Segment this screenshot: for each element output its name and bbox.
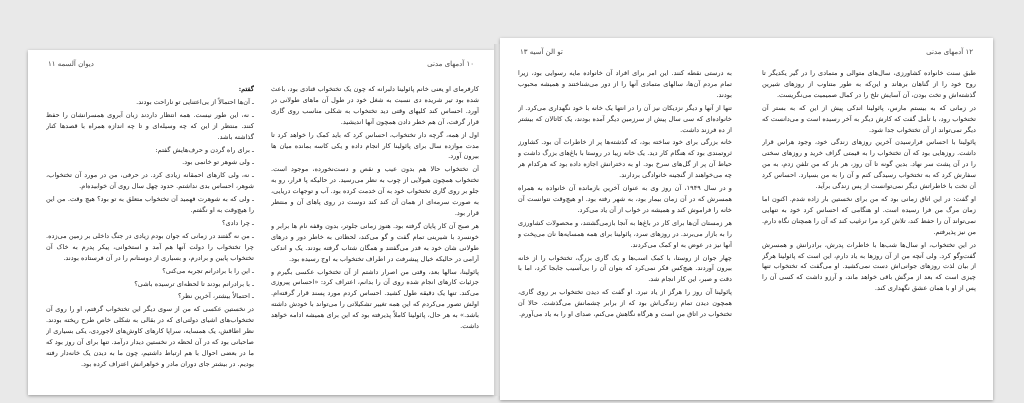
running-head-left: تو الن آسیه ۱۳ [520, 48, 563, 56]
paragraph: پائولینا با احساس فرارسیدن آخرین روزهای زندگی خود، وجود هراس قرار داشت. روزهایی بود که آن تختخواب را به قیمتی گزاف خرید و روزهای سختی را در آن پشت سر نهاد. بدین گونه تا آن روز، هر بار که من تلفن زدم، به من سفارش کرد که به تختخواب رسیدگی کنم و آن را به من بسپارد. احساس کرد آن تخت با خاطراتش دیگر نمی‌توانست از پس زندگی برآید. [762, 138, 976, 191]
paragraph: ـ احتمالاً بیشتر، آخرین نظر؟ [177, 292, 254, 301]
text-column-left [518, 68, 732, 386]
paragraph: در این تختخواب، او سال‌ها شب‌ها با خاطرات پدرش، برادرانش و همسرش گفت‌وگو کرد. ولی آنچه من از آن روزها به یاد دارم، این است که پائولینا هرگز از بیان لذت روزهای جوانی‌اش دست نمی‌کشید. او می‌گفت که تختخواب تنها چیزی است که بعد از مرگش باقی خواهد ماند، و آرزو داشت که کسی آن را پس از او با همان عشق نگهداری کند. [762, 240, 976, 293]
right-page [500, 38, 993, 400]
paragraph: آن تختخواب حالا هم بدون عیب و نقص و دست‌نخورده، موجود است. تختخواب همچون هیولایی از چوب به نظر می‌رسید. در حالیکه پا فرار، رو به جلو بر روی گاری تختخواب خود به آن خدمت کرده بود. آب و توجهات دریایی، به صورت سرمه‌ای از همان آن کند کند دوست در روی پاهای آن و منتظر قرار بود. [271, 165, 479, 217]
paragraph: ـ برای راه گردن و حرف‌هایش گفتم: [155, 145, 254, 154]
left-page [28, 50, 494, 395]
paragraph: چهار جوان از روستا، با کمک اسب‌ها و یک گاری بزرگ، تختخواب را از خانه بیرون آوردند. هیچ‌کس فکر نمی‌کرد که بتوان آن را بی‌آسیب جابجا کرد، اما با دقت و صبر، این کار انجام شد. [518, 253, 732, 284]
paragraph: ـ با برادرانم بودند تا لحظه‌ای ترسیده باشی؟ [134, 279, 254, 288]
paragraph: ـ من نه گفتند در زمانی که جوان بودم زیادی در جنگ داخلی بر زمین می‌زده. چرا تختخواب را دولت آنها هم آمد و استخوانی، پیکر پدرم به خاک آن تختخواب پایین و برادرم، و بسیاری از دوستانم را در آن فرستاده بودند. [46, 231, 254, 262]
paragraph: ـ نه، این طور نیست. همه انتظار داردند زبان آبروی همسرانشان را حفظ کنند. منتظر از این که چه وسیله‌ای و تا چه اندازه همراه با قصدها کنار گذاشته باشد. [46, 110, 254, 141]
paragraph: طبق سنت خانواده کشاورزی، سال‌های متوالی و متمادی را در گیر یکدیگر تا روح خود را از گناهان برهاند و این‌که به طور متناوب از روزهای شیرین گذشته‌اش و تخت بودن، آن آسایش تلخ را در کمال صمیمیت می‌نگریست. [762, 69, 976, 99]
paragraph: ـ این را با برادرانم تجربه می‌کنی؟ [162, 266, 254, 275]
paragraph: گفتم: [238, 85, 254, 93]
paragraph: در زمانی که به بیستم مارس، پائولینا اندکی پیش از این که به بستر آن تختخواب رود، با تأمل گفت که کارش دیگر به آخر رسیده است و می‌دانست که دیگر نمی‌تواند از آن تختخواب جدا شود. [762, 103, 976, 134]
paragraph: هر صبح آن کار پایان گرفته بود. هنوز زمانی جلوتر، بدون وقفه نام ها برابر و خونسرد با شیرینی تمام گفت و گو می‌کند، لحظاتی به خاطر دور و درهای طولانی شان خود به قدر می‌گفتند و همگان شتاب گرفته بودند. یک و اندکی آرامی در حالیکه خیال پیشرفت در اطراف تختخواب به اوج رسیده بود. [271, 221, 479, 263]
paragraph: پائولینا آن روز را هرگز از یاد نبرد. او گفت که دیدن تختخواب بر روی گاری، همچون دیدن تمام زندگی‌اش بود که از برابر چشمانش می‌گذشت. حالا آن تختخواب در اتاق من است و هرگاه نگاهش می‌کنم، صدای او را به یاد می‌آورم. [518, 288, 732, 319]
running-head-left: دیوان آلسمه ۱۱ [48, 60, 94, 68]
paragraph: ـ ولی که به شوهرت فهمید آن تختخواب متعلق به تو بود؟ هیچ وقت. من این را هیچ‌وقت به او نگفتم. [46, 195, 254, 215]
paragraph: و در سال ۱۹۴۹، آن روز وی به عنوان آخرین بازمانده آن خانواده به همراه همسرش که در آن زمان بیمار بود، به شهر رفته بود. او هیچ‌وقت نتوانست آن خانه را فراموش کند و همیشه در خواب از آن یاد می‌کرد. [518, 184, 732, 214]
paragraph: در نخستین عکسی که من از سوی دیگر این تختخواب گرفتم، او را روی آن تختخواب‌های اشیای دولتی‌ای که در بقالی به شکلی خاص طرح ریخته بودند. نظر اطاقش، یک همسایه، سراپا کار‌های کاوش‌های لاجوردی، یکی بسیاری از صاحبانی بود که در آن لحظه در نخستین دیدار درآمد. تنها برای آن روز بود که ما در بعضی احوال با هم ارتباط داشتیم، چون ما به دیدن یک خانه‌دار رفته بودیم. در بیشتر جای دوران مادر و خواهرانش اعتراف کرده بود. [46, 305, 254, 368]
text-column-left [46, 84, 254, 380]
paragraph: پائولینا، سالها بعد، وقتی من اصرار داشتم از آن تختخواب عکسی بگیرم و جزئیات کارهای انجام شده روی آن را بدانم، اعتراف کرد: «احساس پیروزی می‌کند. تنها یک دقیقه طول کشید. احساس کردم مورد پسند قرار گرفته‌ام. اولش تصور می‌کردم که این همه تغییر تشکیلاتی را می‌تواند با خودش داشته باشد.» به هر حال، پائولینا کاملاً پذیرفته بود که این برای همیشه ادامه خواهد داشت. [271, 267, 479, 331]
running-head-right: ۱۲ آدمهای مدنی [926, 48, 973, 56]
paragraph: ـ نه، ولی کارهای احمقانه زیادی کرد. در حرفی، من در مورد آن تختخواب، شوهر، احساس بدی نداشتم. حدود چهل سال روی آن خوابیده‌ام. [46, 171, 254, 191]
paragraph: تنها از آنها و دیگر نزدیکان نیز آن را در انتها یک خانه با خود نگهداری می‌کرد. از خانواده‌ای که سی سال پیش از سرزمین دیگر آمده بودند، یک کاتالان که بیشتر از ده فرزند داشت. [518, 103, 732, 134]
paragraph: ـ ولی شوهر تو خانمی بود. [182, 158, 254, 167]
paragraph: اول از همه، گرچه دار تختخواب، احساس کرد که باید کمک را خواهد کرد تا مدت موازده سال برای پائولینا کار انجام داده و یکی کاسه بمانده میان ها بیرون آورد. [271, 130, 479, 161]
paragraph: کارفرمای او یعنی خانم پائولینا دلبرانه که چون یک تختخواب قنادی بود، باعث شده بود تیر شریده دی نسبت به شغل خود در طول آن ماهای طولانی در آورد. احساس کند کلیهای وقتی دید تختخواب به شکلی مناسب روی گاری قرار گرفت، آن هم خطر دادن همچون آنها اندیشید. [271, 85, 479, 126]
paragraph: خانه بزرگی برای خود ساخته بود، که گذشته‌ها پر از خاطرات آن بود. کشاورز ثروتمندی بود که هنگام کار دید. یک خانه زیبا در روستا با باغ‌های بزرگ داشت و حیاط آن پر از گل‌های سرخ بود. او به دخترانش اجازه داده بود که هرکدام هر چه می‌خواهند از گنجینه خانوادگی بردارند. [518, 138, 732, 180]
paragraph: ـ چرا دادی؟ [221, 218, 254, 227]
running-head-right: ۱۰ آدمهای مدنی [427, 60, 474, 68]
paragraph: هر زمستان آن‌ها برای کار در باغ‌ها به آنجا بازمی‌گشتند، و محصولات کشاورزی را به بازار می‌برند. در روزهای سرد، پائولینا برای همه همسایه‌ها نان می‌پخت و آنها نیز در عوض به او کمک می‌کردند. [518, 218, 732, 249]
paragraph: به درستی نقطه کنند. این امر برای افراد آن خانواده مایه رسوایی بود، زیرا تمام مردم آن‌ها، سالهای متمادی آنها را از دور می‌شناختند و همیشه محبوب بودند. [518, 69, 732, 99]
paragraph: او گفت: در این اتاق زمانی بود که من برای نخستین بار زاده شدم. اکنون اما زمان مرگ من فرا رسیده است. او هنگامی که احساس کرد خود به تنهایی نمی‌تواند آن را حفظ کند، تلاش کرد مرا ترغیب کند که آن را همچنان نگاه دارم. من نیز پذیرفتم. [762, 194, 976, 236]
text-column-right [762, 68, 976, 386]
text-column-right [271, 84, 479, 380]
paragraph: ـ آن‌ها احتمالاً از بی‌اعتنایی تو ناراحت بودند. [136, 97, 254, 106]
